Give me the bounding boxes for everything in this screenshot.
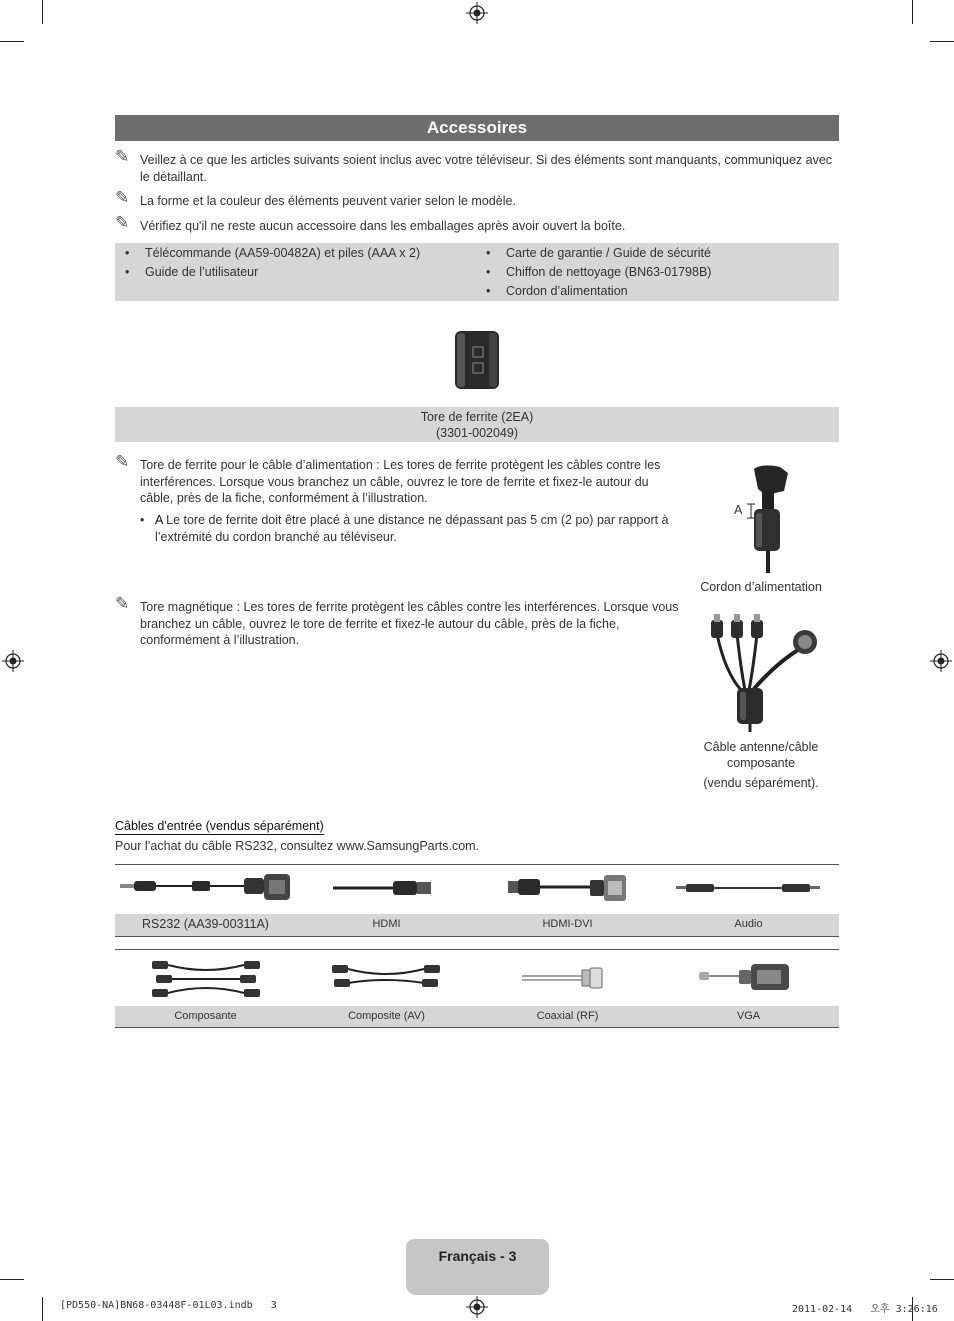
- pencil-note-icon: ✎: [115, 213, 130, 232]
- footer-file-info: [PD550-NA]BN68-03448F-01L03.indb 3: [60, 1300, 277, 1311]
- cable-label-row: [115, 1006, 839, 1027]
- divider: [115, 949, 839, 950]
- note: [115, 452, 680, 511]
- coaxial-cable-image: [522, 966, 604, 990]
- list-item: • Cordon d’alimentation: [476, 282, 836, 301]
- cable-label-component: Composante: [174, 1010, 237, 1022]
- registration-mark-icon: [2, 650, 24, 672]
- note-text: La forme et la couleur des éléments peuvent varier selon le modèle.: [140, 194, 516, 208]
- antenna-caption-line: Câble antenne/câble: [703, 740, 819, 754]
- accessories-list-left: [115, 244, 475, 282]
- crop-mark: [930, 1279, 954, 1280]
- accessories-list-right: [476, 244, 836, 301]
- registration-mark-icon: [466, 1296, 488, 1318]
- crop-mark: [0, 41, 24, 42]
- pencil-note-icon: ✎: [115, 452, 130, 471]
- accessories-list-box: [115, 243, 839, 301]
- registration-mark-icon: [930, 650, 952, 672]
- cable-label-row: [115, 914, 839, 936]
- antenna-component-cable-image: [705, 612, 825, 732]
- cable-label-hdmi: HDMI: [372, 918, 401, 930]
- audio-cable-image: [676, 880, 820, 896]
- crop-mark: [930, 41, 954, 42]
- antenna-caption-line: (vendu séparément).: [703, 776, 819, 790]
- composite-cable-image: [330, 961, 442, 993]
- divider: [115, 864, 839, 865]
- pencil-note-icon: ✎: [115, 594, 130, 613]
- note-text: Tore magnétique : Les tores de ferrite protègent les câbles contre les interférences. Lorsque vous branchez un câble, ouvrez le tore de ferrite et fixez-le autour du câble, près de la fiche, conformément à l’illustration.: [140, 600, 679, 647]
- hdmi-dvi-cable-image: [508, 873, 628, 903]
- input-cables-purchase-note: Pour l’achat du câble RS232, consultez www.SamsungParts.com.: [115, 839, 480, 853]
- marker-a: A: [155, 513, 164, 527]
- ferrite-caption-box: [115, 407, 839, 442]
- note-text: Tore de ferrite pour le câble d’alimentation : Les tores de ferrite protègent les câbles contre les interférences. Lorsque vous branchez un câble, ouvrez le tore de ferrite et fixez-le autour du câble, près de la fiche, conformément à l’illustration.: [140, 458, 661, 505]
- cable-label-rs232: RS232 (AA39-00311A): [142, 917, 269, 931]
- ferrite-sub-note: [140, 512, 680, 548]
- divider: [115, 1027, 839, 1028]
- footer-timestamp: 2011-02-14 오후 3:26:16: [792, 1304, 938, 1315]
- list-item: • Guide de l’utilisateur: [115, 263, 475, 282]
- power-cord-image: [744, 461, 794, 573]
- list-item: • Carte de garantie / Guide de sécurité: [476, 244, 836, 263]
- crop-mark: [0, 1279, 24, 1280]
- note-text: Veillez à ce que les articles suivants soient inclus avec votre téléviseur. Si des éléments sont manquants, communiquez avec le détaillant.: [140, 153, 833, 184]
- note: [115, 594, 680, 653]
- divider: [115, 936, 839, 937]
- cable-label-composite: Composite (AV): [348, 1010, 425, 1022]
- list-item: • Chiffon de nettoyage (BN63-01798B): [476, 263, 836, 282]
- crop-mark: [42, 1297, 43, 1321]
- bullet: •: [140, 513, 145, 527]
- hdmi-cable-image: [333, 878, 433, 898]
- note-text: Le tore de ferrite doit être placé à une distance ne dépassant pas 5 cm (2 po) par rapport à l’extrémité du cordon branché au téléviseur.: [155, 513, 669, 544]
- ferrite-core-image: [453, 329, 501, 391]
- ferrite-a-marker: A: [734, 503, 743, 517]
- pencil-note-icon: ✎: [115, 188, 130, 207]
- cable-label-vga: VGA: [736, 1010, 761, 1022]
- ferrite-part-number: (3301-002049): [435, 426, 518, 440]
- crop-mark: [42, 0, 43, 24]
- note: [115, 147, 839, 188]
- rs232-cable-image: [120, 872, 292, 904]
- cable-label-audio: Audio: [734, 918, 763, 930]
- cable-label-coaxial: Coaxial (RF): [536, 1010, 599, 1022]
- note-text: Vérifiez qu'il ne reste aucun accessoire dans les emballages après avoir ouvert la boîte.: [140, 219, 626, 233]
- vga-cable-image: [699, 962, 791, 992]
- note: [115, 188, 839, 211]
- registration-mark-icon: [466, 2, 488, 24]
- component-cable-image: [150, 957, 262, 1001]
- power-cord-caption: Cordon d’alimentation: [700, 580, 822, 594]
- list-item: • Télécommande (AA59-00482A) et piles (AAA x 2): [115, 244, 475, 263]
- ferrite-label: Tore de ferrite (2EA): [420, 410, 534, 424]
- page-number-tab: Français - 3: [406, 1239, 549, 1295]
- note: [115, 213, 839, 236]
- pencil-note-icon: ✎: [115, 147, 130, 166]
- antenna-caption-line: composante: [726, 756, 796, 770]
- section-title: Accessoires: [115, 115, 839, 141]
- cable-label-hdmi-dvi: HDMI-DVI: [542, 918, 593, 930]
- crop-mark: [912, 0, 913, 24]
- antenna-caption: [681, 739, 841, 791]
- input-cables-heading: Câbles d'entrée (vendus séparément): [115, 819, 324, 833]
